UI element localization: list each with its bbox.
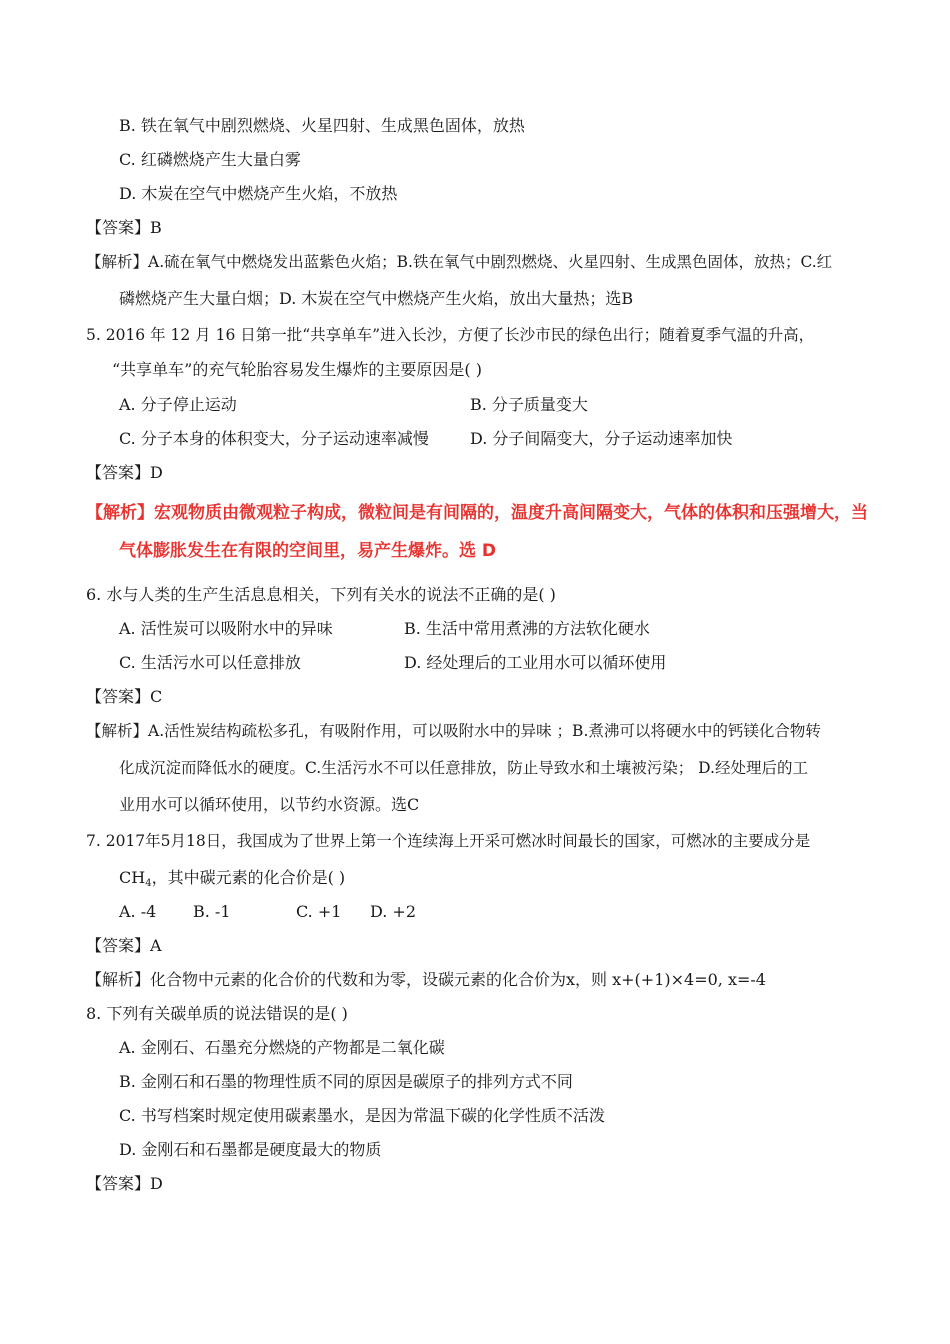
q8-stem: 8. 下列有关碳单质的说法错误的是( ) bbox=[86, 1004, 348, 1023]
q5-stem-line2: “共享单车”的充气轮胎容易发生爆炸的主要原因是( ) bbox=[112, 360, 482, 379]
q6-option-c: C. 生活污水可以任意排放 bbox=[119, 653, 301, 672]
q7-answer: 【答案】A bbox=[86, 936, 162, 955]
q6-option-d: D. 经处理后的工业用水可以循环使用 bbox=[404, 653, 667, 672]
q6-explanation-line1: 【解析】A.活性炭结构疏松多孔，有吸附作用，可以吸附水中的异味 ；B.煮沸可以将硬水中的钙镁化合物转 bbox=[86, 722, 821, 740]
q6-option-a: A. 活性炭可以吸附水中的异味 bbox=[119, 619, 333, 638]
q8-option-b: B. 金刚石和石墨的物理性质不同的原因是碳原子的排列方式不同 bbox=[119, 1072, 573, 1091]
q6-explanation-line2: 化成沉淀而降低水的硬度。C.生活污水不可以任意排放，防止导致水和土壤被污染； D.经处理后的工 bbox=[119, 759, 808, 777]
q4-option-c: C. 红磷燃烧产生大量白雾 bbox=[119, 150, 301, 169]
q5-option-d: D. 分子间隔变大，分子运动速率加快 bbox=[470, 429, 733, 448]
q6-stem: 6. 水与人类的生产生活息息相关，下列有关水的说法不正确的是( ) bbox=[86, 585, 556, 604]
q8-option-d: D. 金刚石和石墨都是硬度最大的物质 bbox=[119, 1140, 382, 1159]
q4-explanation-line1: 【解析】A.硫在氧气中燃烧发出蓝紫色火焰；B.铁在氧气中剧烈燃烧、火星四射、生成黑色固体，放热；C.红 bbox=[86, 253, 833, 271]
q6-answer: 【答案】C bbox=[86, 687, 163, 706]
q6-explanation-line3: 业用水可以循环使用，以节约水资源。选C bbox=[119, 795, 420, 814]
q7-formula-subscript: 4 bbox=[145, 878, 152, 889]
q5-stem-line1: 5. 2016 年 12 月 16 日第一批“共享单车”进入长沙，方便了长沙市民的绿色出行；随着夏季气温的升高， bbox=[86, 326, 815, 344]
q4-option-d: D. 木炭在空气中燃烧产生火焰，不放热 bbox=[119, 184, 398, 203]
q5-option-c: C. 分子本身的体积变大，分子运动速率减慢 bbox=[119, 429, 429, 448]
q5-answer: 【答案】D bbox=[86, 463, 163, 482]
q7-stem-line2 bbox=[119, 867, 345, 889]
q6-option-b: B. 生活中常用煮沸的方法软化硬水 bbox=[404, 619, 650, 638]
q7-option-a: A. -4 bbox=[119, 902, 157, 921]
q8-option-c: C. 书写档案时规定使用碳素墨水，是因为常温下碳的化学性质不活泼 bbox=[119, 1106, 605, 1125]
q4-answer: 【答案】B bbox=[86, 218, 162, 237]
q5-option-b: B. 分子质量变大 bbox=[470, 395, 588, 414]
q7-stem-line1: 7. 2017年5月18日，我国成为了世界上第一个连续海上开采可燃冰时间最长的国家，可燃冰的主要成分是 bbox=[86, 832, 811, 850]
q7-option-c: C. +1 bbox=[296, 902, 342, 921]
q7-formula: CH bbox=[119, 868, 146, 887]
q7-stem-tail: ，其中碳元素的化合价是( ) bbox=[151, 868, 346, 887]
q8-answer: 【答案】D bbox=[86, 1174, 163, 1193]
q7-option-d: D. +2 bbox=[370, 902, 417, 921]
q7-explanation: 【解析】化合物中元素的化合价的代数和为零，设碳元素的化合价为x，则 x+(+1)×4=0, x=-4 bbox=[86, 970, 766, 989]
q8-option-a: A. 金刚石、石墨充分燃烧的产物都是二氧化碳 bbox=[119, 1038, 445, 1057]
q7-option-b: B. -1 bbox=[193, 902, 231, 921]
q5-option-a: A. 分子停止运动 bbox=[119, 395, 237, 414]
q4-explanation-line2: 磷燃烧产生大量白烟；D. 木炭在空气中燃烧产生火焰，放出大量热；选B bbox=[119, 289, 634, 308]
q5-explanation-line1: 【解析】宏观物质由微观粒子构成，微粒间是有间隔的，温度升高间隔变大，气体的体积和压强增大，当 bbox=[86, 503, 868, 523]
q4-option-b: B. 铁在氧气中剧烈燃烧、火星四射、生成黑色固体，放热 bbox=[119, 116, 525, 135]
q5-explanation-line2: 气体膨胀发生在有限的空间里，易产生爆炸。选 D bbox=[119, 541, 497, 561]
